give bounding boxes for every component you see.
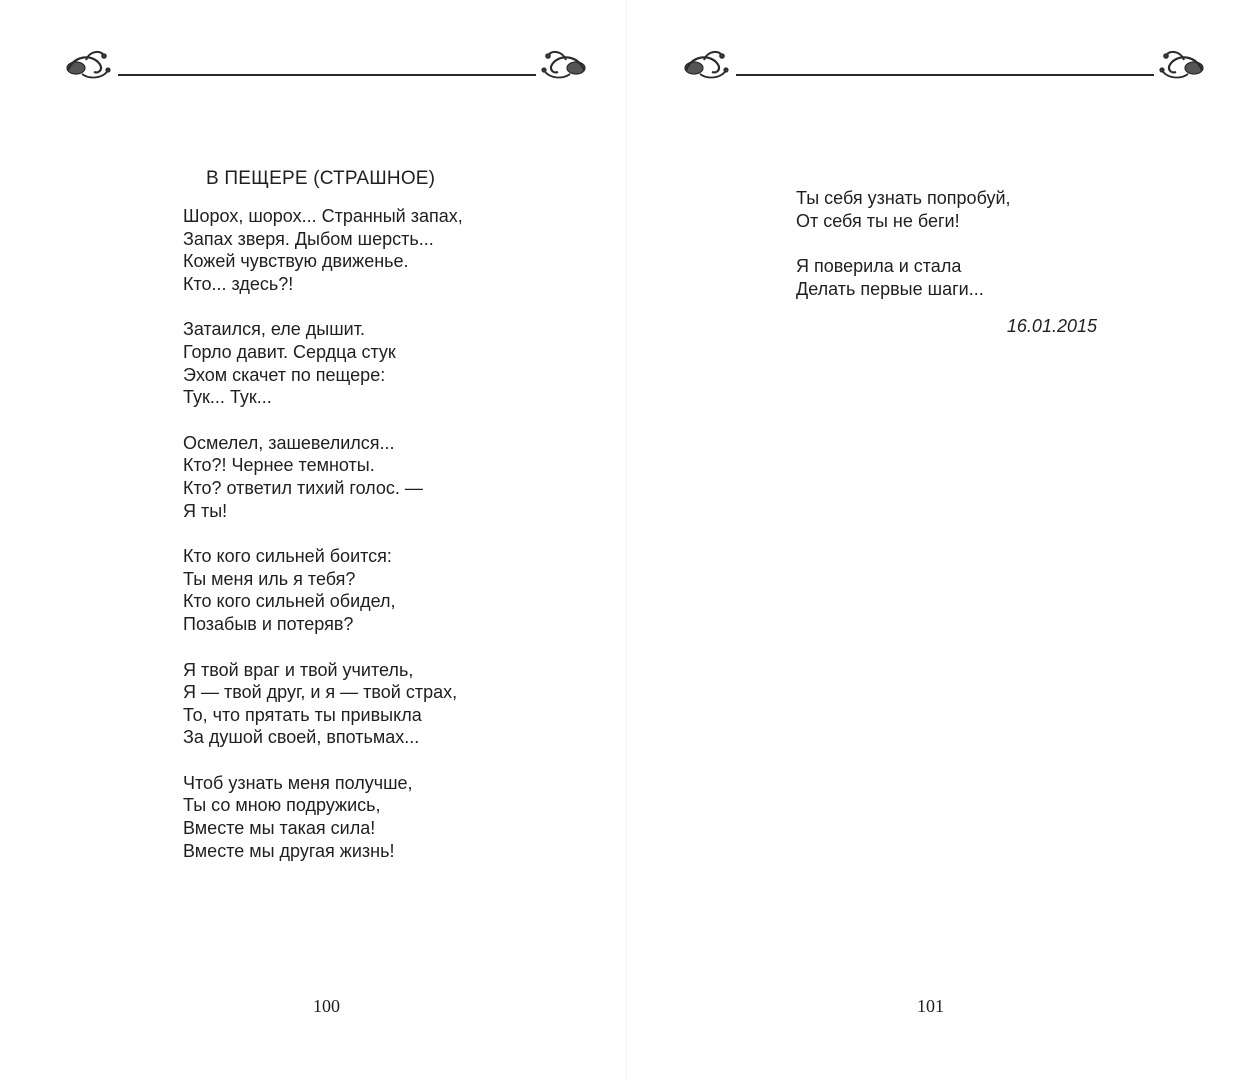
poem-line: Горло давит. Сердца стук xyxy=(183,341,396,362)
stanza xyxy=(183,205,463,295)
stanza xyxy=(796,187,1011,232)
stanza xyxy=(183,772,463,862)
stanza xyxy=(183,432,463,522)
poem-line: Ты меня иль я тебя? xyxy=(183,568,356,589)
poem-line: То, что прятать ты привыкла xyxy=(183,704,422,725)
page-number: 100 xyxy=(313,996,340,1016)
poem-line: Шорох, шорох... Странный запах, xyxy=(183,206,463,226)
page-header-ornament xyxy=(678,44,1210,88)
poem-body xyxy=(183,205,463,885)
poem-line: Запах зверя. Дыбом шерсть... xyxy=(183,228,434,249)
poem-line: Чтоб узнать меня получше, xyxy=(183,772,413,793)
poem-line: Эхом скачет по пещере: xyxy=(183,364,386,385)
poem-line: Вместе мы такая сила! xyxy=(183,818,376,839)
poem-line: Кто... здесь?! xyxy=(183,273,294,294)
poem-line: Осмелел, зашевелился... xyxy=(183,432,395,453)
stanza xyxy=(183,318,463,408)
poem-body xyxy=(796,187,1011,323)
page-header-ornament xyxy=(60,44,592,88)
stanza xyxy=(796,255,1011,300)
poem-line: Я ты! xyxy=(183,500,228,521)
poem-line: Позабыв и потеряв? xyxy=(183,613,354,634)
scroll-ornament-icon xyxy=(60,44,592,88)
poem-line: Ты себя узнать попробуй, xyxy=(796,188,1011,208)
poem-line: Я поверила и стала xyxy=(796,256,962,277)
poem-line: Кто? ответил тихий голос. — xyxy=(183,477,423,498)
poem-line: Кто кого сильней обидел, xyxy=(183,591,396,612)
poem-line: Я твой враг и твой учитель, xyxy=(183,659,414,680)
poem-title: В ПЕЩЕРЕ (СТРАШНОЕ) xyxy=(206,168,436,189)
poem-line: Кожей чувствую движенье. xyxy=(183,251,409,272)
poem-line: Делать первые шаги... xyxy=(796,278,984,299)
poem-line: Кто?! Чернее темноты. xyxy=(183,455,375,476)
poem-line: Кто кого сильней боится: xyxy=(183,546,392,567)
poem-line: Я — твой друг, и я — твой страх, xyxy=(183,682,458,703)
scroll-ornament-icon xyxy=(678,44,1210,88)
page-number: 101 xyxy=(917,996,944,1016)
stanza xyxy=(183,545,463,635)
poem-line: Вместе мы другая жизнь! xyxy=(183,840,395,861)
right-page xyxy=(626,0,1253,1080)
left-page xyxy=(0,0,626,1080)
poem-line: От себя ты не беги! xyxy=(796,210,960,231)
poem-line: Ты со мною подружись, xyxy=(183,795,381,816)
poem-line: За душой своей, впотьмах... xyxy=(183,727,420,748)
poem-date: 16.01.2015 xyxy=(1006,316,1097,336)
poem-line: Тук... Тук... xyxy=(183,387,272,408)
stanza xyxy=(183,659,463,749)
poem-line: Затаился, еле дышит. xyxy=(183,319,365,340)
